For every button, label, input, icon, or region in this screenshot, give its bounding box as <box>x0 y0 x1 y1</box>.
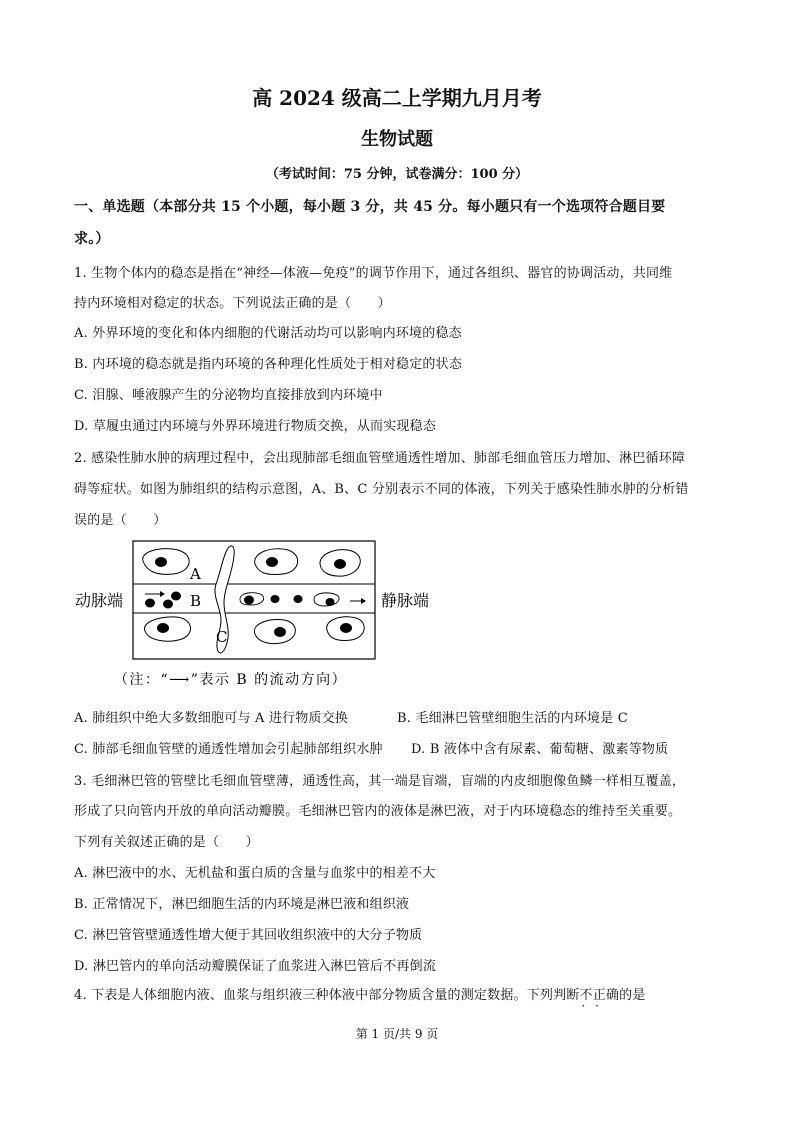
q2-option-b: B. 毛细淋巴管壁细胞生活的内环境是 C <box>397 711 628 726</box>
section-title-line1: 一、单选题（本部分共 15 个小题，每小题 3 分，共 45 分。每小题只有一个选项符合题目要 <box>74 199 666 215</box>
subject-title: 生物试题 <box>361 129 433 150</box>
q2-stem-line2: 碍等症状。如图为肺组织的结构示意图，A、B、C 分别表示不同的体液，下列关于感染性肺水肿的分析错 <box>74 482 689 497</box>
lung-tissue-diagram <box>70 538 450 698</box>
q3-stem-line2: 形成了只向管内开放的单向活动瓣膜。毛细淋巴管内的液体是淋巴液，对于内环境稳态的维持至关重要。 <box>74 804 682 819</box>
q3-option-d: D. 淋巴管内的单向活动瓣膜保证了血浆进入淋巴管后不再倒流 <box>74 959 437 974</box>
q2-option-d: D. B 液体中含有尿素、葡萄糖、激素等物质 <box>411 742 669 757</box>
label-c: C <box>216 628 228 646</box>
q1-stem-line1: 1. 生物个体内的稳态是指在“神经—体液—免疫”的调节作用下，通过各组织、器官的协调活动，共同维 <box>74 266 673 281</box>
q3-option-a: A. 淋巴液中的水、无机盐和蛋白质的含量与血浆中的相差不大 <box>74 866 436 881</box>
q3-stem-line3: 下列有关叙述正确的是（ ） <box>74 835 259 850</box>
q4-stem-emphasis: 不正确 · · <box>580 988 620 1003</box>
q2-stem-line1: 2. 感染性肺水肿的病理过程中，会出现肺部毛细血管壁通透性增加、肺部毛细血管压力增加、淋巴循环障 <box>74 451 686 466</box>
q1-option-b: B. 内环境的稳态就是指内环境的各种理化性质处于相对稳定的状态 <box>74 357 463 372</box>
q1-option-c: C. 泪腺、唾液腺产生的分泌物均直接排放到内环境中 <box>74 388 383 403</box>
exam-title: 高 2024 级高二上学期九月月考 <box>252 86 542 110</box>
label-b: B <box>190 592 202 610</box>
q4-stem-suffix: 的是 <box>619 988 646 1003</box>
q1-option-d: D. 草履虫通过内环境与外界环境进行物质交换，从而实现稳态 <box>74 419 437 434</box>
label-a: A <box>190 565 201 583</box>
q2-stem-line3: 误的是（ ） <box>74 513 167 528</box>
q3-option-c: C. 淋巴管管壁通透性增大便于其回收组织液中的大分子物质 <box>74 928 423 943</box>
q1-option-a: A. 外界环境的变化和体内细胞的代谢活动均可以影响内环境的稳态 <box>74 326 462 341</box>
q2-option-c: C. 肺部毛细血管壁的通透性增加会引起肺部组织水肿 <box>74 742 383 757</box>
q4-stem-prefix: 4. 下表是人体细胞内液、血浆与组织液三种体液中部分物质含量的测定数据。下列判断 <box>74 988 580 1003</box>
q1-stem-line2: 持内环境相对稳定的状态。下列说法正确的是（ ） <box>74 296 391 311</box>
q3-stem-line1: 3. 毛细淋巴管的管壁比毛细血管壁薄，通透性高，其一端是盲端，盲端的内皮细胞像鱼鳞一样相互覆盖， <box>74 774 686 789</box>
diagram-note: （注：“⟶”表示 B 的流动方向） <box>114 672 348 688</box>
page-number: 第 1 页/共 9 页 <box>355 1027 439 1041</box>
q4-stem <box>74 984 646 1003</box>
q2-option-a: A. 肺组织中绝大多数细胞可与 A 进行物质交换 <box>74 711 349 726</box>
label-vein-end: 静脉端 <box>381 591 430 610</box>
section-title-line2: 求。） <box>74 231 110 247</box>
q3-option-b: B. 正常情况下，淋巴细胞生活的内环境是淋巴液和组织液 <box>74 897 410 912</box>
label-artery-end: 动脉端 <box>75 591 124 610</box>
exam-info: （考试时间：75 分钟，试卷满分：100 分） <box>265 167 529 182</box>
